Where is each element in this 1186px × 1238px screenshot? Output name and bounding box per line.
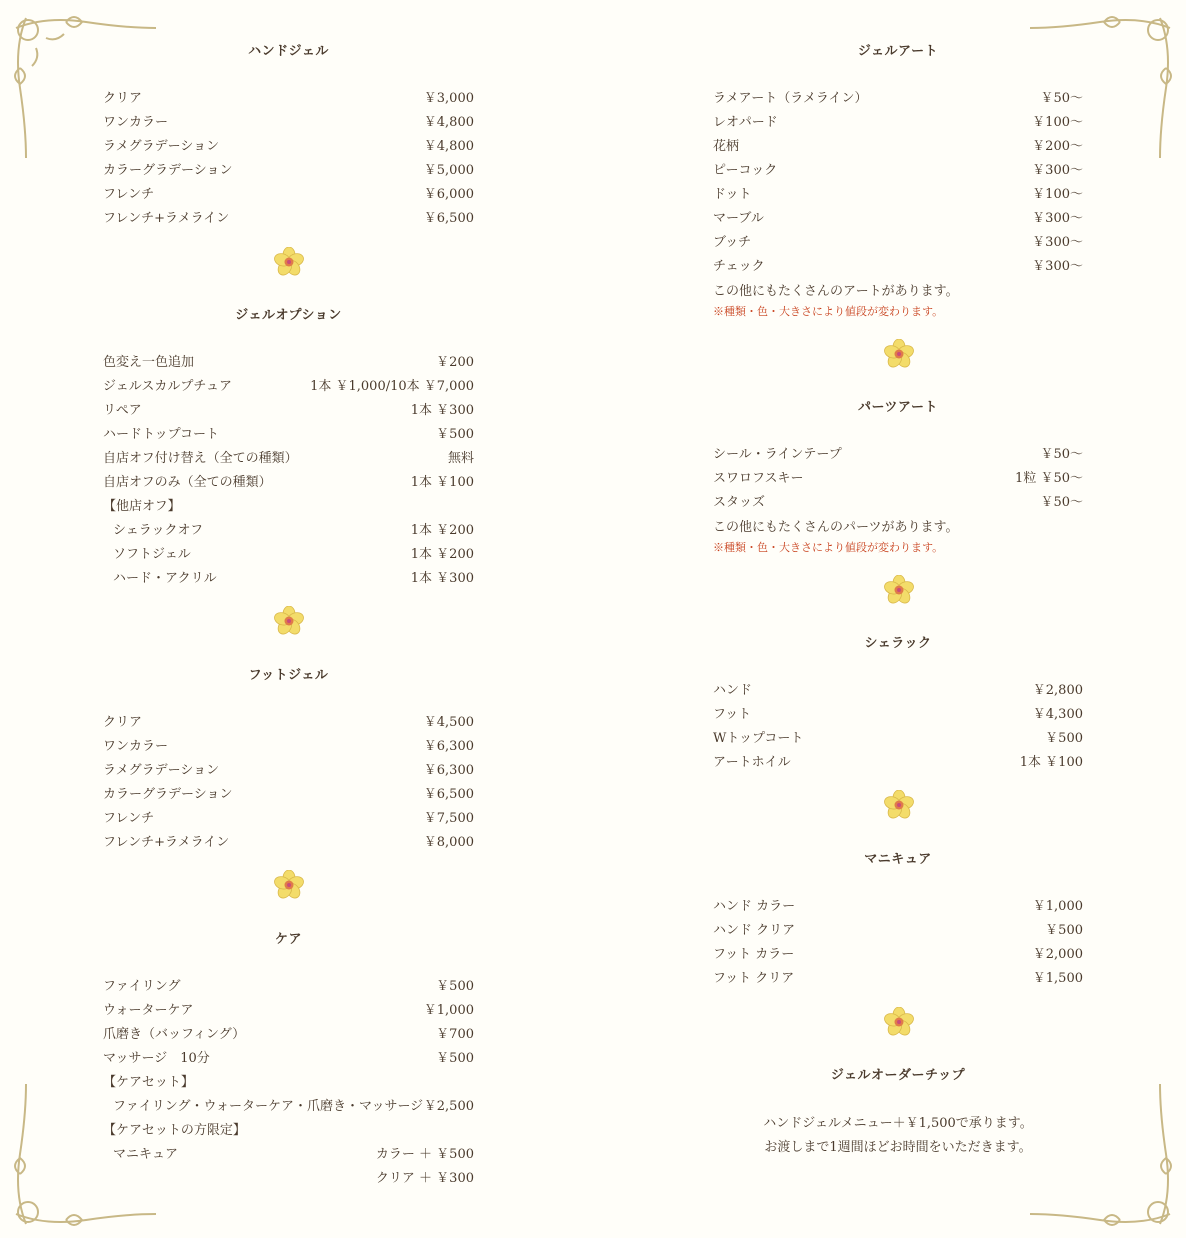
menu-row: ハード・アクリル 1本 ￥300: [113, 570, 474, 586]
menu-row: クリア ＋ ￥300: [375, 1170, 474, 1186]
flower-icon: [274, 247, 304, 277]
menu-row: カラーグラデーション ￥6,500: [103, 786, 474, 802]
menu-row: ラメアート（ラメライン） ￥50～: [713, 90, 1083, 106]
section-title-gel-art: ジェルアート: [857, 44, 939, 59]
menu-row: ファイリング ￥500: [103, 978, 474, 994]
menu-row: 自店オフのみ（全ての種類） 1本 ￥100: [103, 474, 474, 490]
menu-row: ソフトジェル 1本 ￥200: [113, 546, 474, 562]
menu-subheading: 【他店オフ】: [103, 498, 181, 514]
menu-row: チェック ￥300～: [713, 258, 1083, 274]
menu-row: ウォーターケア ￥1,000: [103, 1002, 474, 1018]
menu-row: フレンチ+ラメライン ￥6,500: [103, 210, 474, 226]
flower-icon: [884, 339, 914, 369]
menu-row: 花柄 ￥200～: [713, 138, 1083, 154]
menu-row: レオパード ￥100～: [713, 114, 1083, 130]
gel-order-tip-line-1: ハンドジェルメニュー＋￥1,500で承ります。: [763, 1116, 1033, 1131]
menu-row: ハンド クリア ￥500: [713, 922, 1083, 938]
menu-row: スワロフスキー 1粒 ￥50～: [713, 470, 1083, 486]
flower-icon: [274, 606, 304, 636]
flower-icon: [884, 790, 914, 820]
menu-row: ラメグラデーション ￥6,300: [103, 762, 474, 778]
section-title-parts-art: パーツアート: [857, 400, 939, 415]
menu-row: シェラックオフ 1本 ￥200: [113, 522, 474, 538]
menu-row: ハンド ￥2,800: [713, 682, 1083, 698]
menu-row: 爪磨き（バッフィング） ￥700: [103, 1026, 474, 1042]
flower-icon: [274, 870, 304, 900]
menu-row: 色変え一色追加 ￥200: [103, 354, 474, 370]
menu-row: ラメグラデーション ￥4,800: [103, 138, 474, 154]
flower-icon: [884, 575, 914, 605]
menu-row: フレンチ+ラメライン ￥8,000: [103, 834, 474, 850]
section-title-hand-gel: ハンドジェル: [248, 44, 329, 59]
menu-row: クリア ￥3,000: [103, 90, 474, 106]
menu-row: ピーコック ￥300～: [713, 162, 1083, 178]
section-title-care: ケア: [274, 932, 302, 947]
menu-row: フット カラー ￥2,000: [713, 946, 1083, 962]
menu-subheading: 【ケアセット】: [103, 1074, 194, 1090]
menu-row: ハンド カラー ￥1,000: [713, 898, 1083, 914]
menu-row: リペア 1本 ￥300: [103, 402, 474, 418]
flower-icon: [884, 1007, 914, 1037]
menu-row: マーブル ￥300～: [713, 210, 1083, 226]
section-title-shellac: シェラック: [864, 636, 932, 651]
menu-row: ジェルスカルプチュア 1本 ￥1,000/10本 ￥7,000: [103, 378, 474, 394]
menu-row: 自店オフ付け替え（全ての種類） 無料: [103, 450, 474, 466]
menu-row: シール・ラインテープ ￥50～: [713, 446, 1083, 462]
menu-row: フット クリア ￥1,500: [713, 970, 1083, 986]
section-title-gel-option: ジェルオプション: [235, 308, 342, 323]
menu-subheading: 【ケアセットの方限定】: [103, 1122, 246, 1138]
section-title-manicure: マニキュア: [864, 852, 932, 867]
menu-row: ハードトップコート ￥500: [103, 426, 474, 442]
menu-row: マニキュア カラー ＋ ￥500: [113, 1146, 474, 1162]
menu-row: フレンチ ￥6,000: [103, 186, 474, 202]
menu-row: フット ￥4,300: [713, 706, 1083, 722]
menu-row: ブッチ ￥300～: [713, 234, 1083, 250]
parts-art-price-note: ※種類・色・大きさにより値段が変わります。: [713, 541, 944, 554]
section-title-gel-order-tip: ジェルオーダーチップ: [830, 1068, 966, 1083]
gel-order-tip-line-2: お渡しまで1週間ほどお時間をいただきます。: [764, 1140, 1032, 1155]
menu-row: ファイリング・ウォーターケア・爪磨き・マッサージ ￥2,500: [113, 1098, 474, 1114]
menu-row: フレンチ ￥7,500: [103, 810, 474, 826]
menu-row: ワンカラー ￥4,800: [103, 114, 474, 130]
menu-row: クリア ￥4,500: [103, 714, 474, 730]
menu-row: アートホイル 1本 ￥100: [713, 754, 1083, 770]
parts-art-note: この他にもたくさんのパーツがあります。: [713, 520, 959, 535]
menu-row: Wトップコート ￥500: [713, 730, 1083, 746]
menu-row: マッサージ 10分 ￥500: [103, 1050, 474, 1066]
gel-art-price-note: ※種類・色・大きさにより値段が変わります。: [713, 305, 944, 318]
section-title-foot-gel: フットジェル: [248, 668, 329, 683]
menu-row: ドット ￥100～: [713, 186, 1083, 202]
menu-row: ワンカラー ￥6,300: [103, 738, 474, 754]
menu-row: カラーグラデーション ￥5,000: [103, 162, 474, 178]
gel-art-note: この他にもたくさんのアートがあります。: [713, 284, 959, 299]
menu-row: スタッズ ￥50～: [713, 494, 1083, 510]
